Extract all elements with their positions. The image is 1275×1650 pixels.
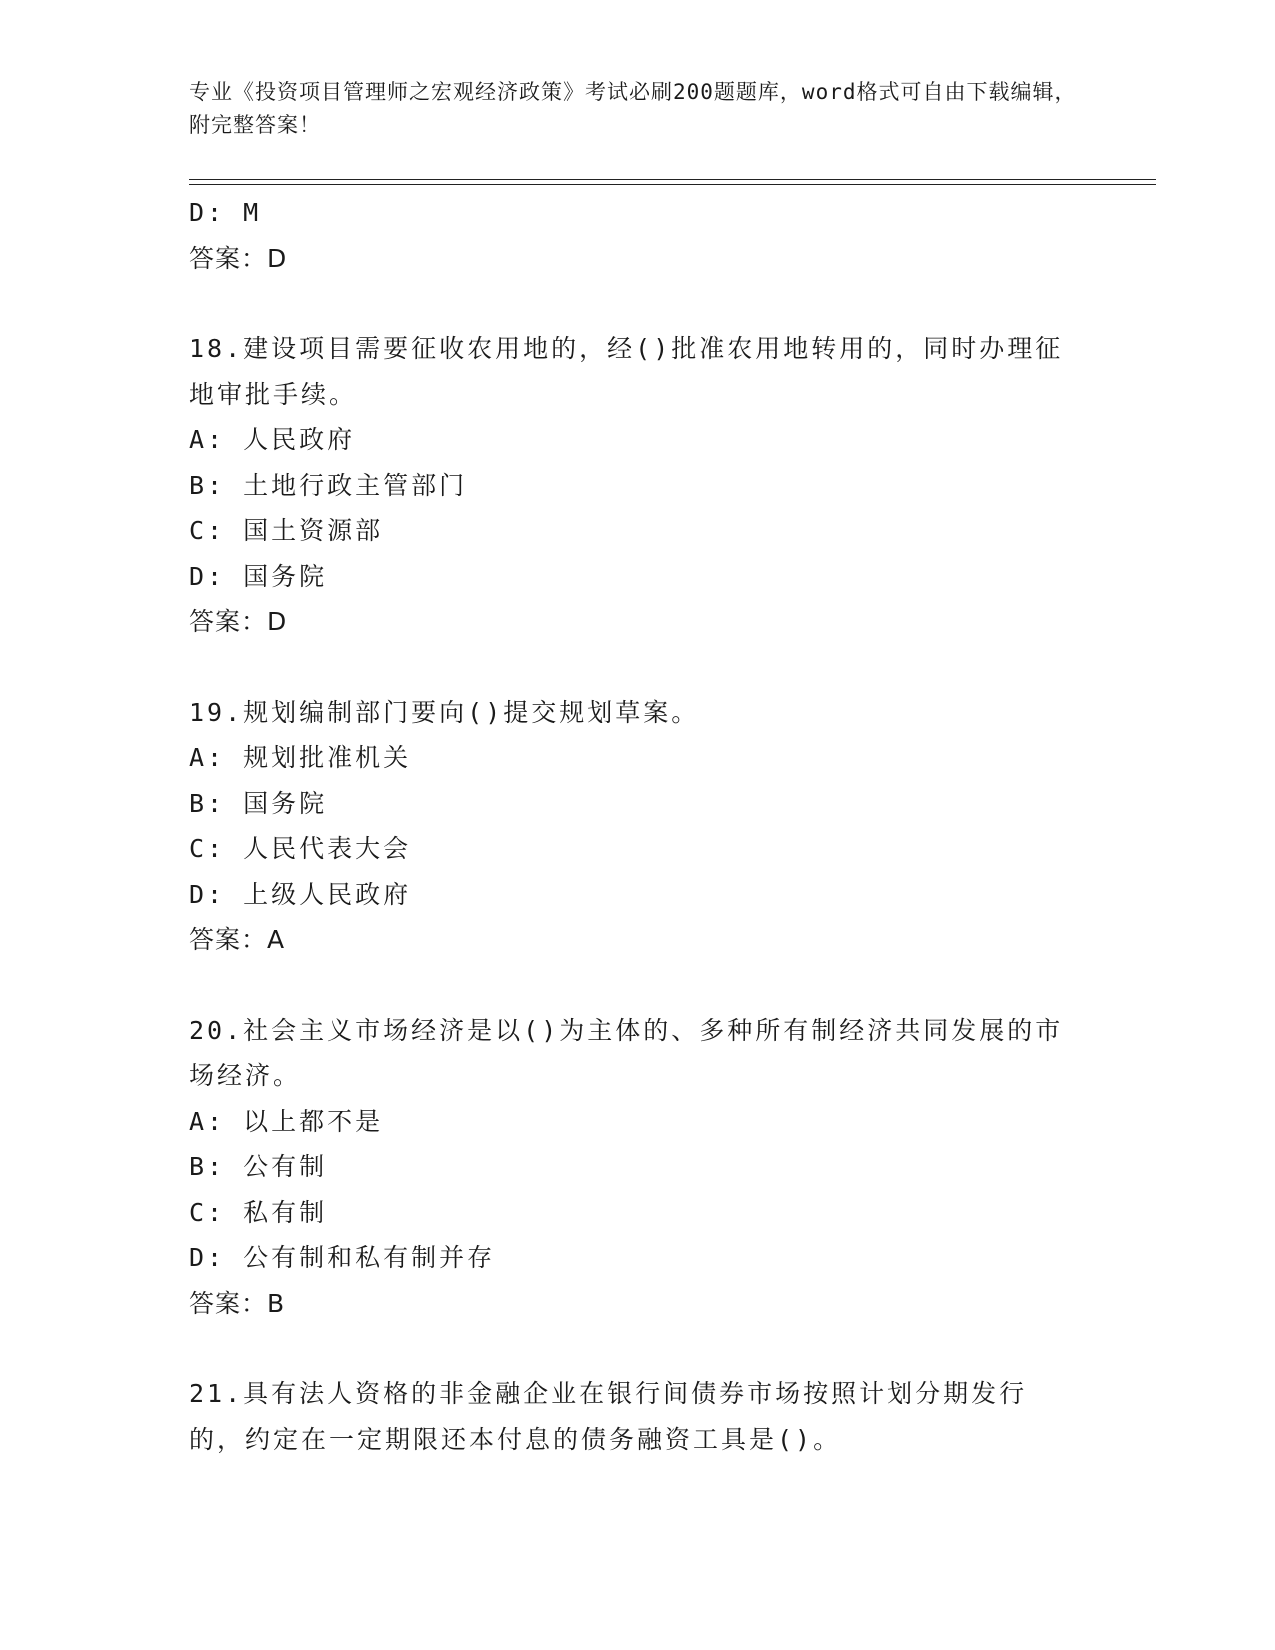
header-divider-bottom [189,184,1156,185]
option-a: A: 以上都不是 [189,1106,384,1136]
question-text: 18.建设项目需要征收农用地的，经()批准农用地转用的，同时办理征地审批手续。 [189,334,1064,409]
question-18 [189,326,1079,645]
option-c: C: 人民代表大会 [189,834,412,863]
option-b: B: 国务院 [189,788,328,818]
document-header: 专业《投资项目管理师之宏观经济政策》考试必刷200题题库，word格式可自由下载编辑，附完整答案！ [189,80,1077,137]
answer-line: 答案：D [189,243,288,273]
option-a: A: 人民政府 [189,425,356,454]
answer-line: 答案：D [189,607,288,636]
option-b: B: 公有制 [189,1152,328,1181]
question-text: 20.社会主义市场经济是以()为主体的、多种所有制经济共同发展的市场经济。 [189,1015,1064,1090]
question-19 [189,690,1079,963]
option-b: B: 土地行政主管部门 [189,470,468,500]
option-d: D: 公有制和私有制并存 [189,1243,496,1272]
option-d: D: M [189,198,262,227]
question-20 [189,1008,1079,1327]
option-c: C: 私有制 [189,1197,328,1227]
option-d: D: 上级人民政府 [189,879,412,909]
document-body [189,190,1079,1462]
answer-line: 答案：B [189,1288,286,1318]
question-21 [189,1371,1079,1462]
option-c: C: 国土资源部 [189,516,384,545]
answer-line: 答案：A [189,925,286,954]
question-text: 19.规划编制部门要向()提交规划草案。 [189,697,700,727]
question-text: 21.具有法人资格的非金融企业在银行间债券市场按照计划分期发行的，约定在一定期限还本付息的债务融资工具是()。 [189,1379,1028,1454]
option-a: A: 规划批准机关 [189,743,412,772]
header-divider-top [189,179,1156,180]
option-d: D: 国务院 [189,561,328,591]
